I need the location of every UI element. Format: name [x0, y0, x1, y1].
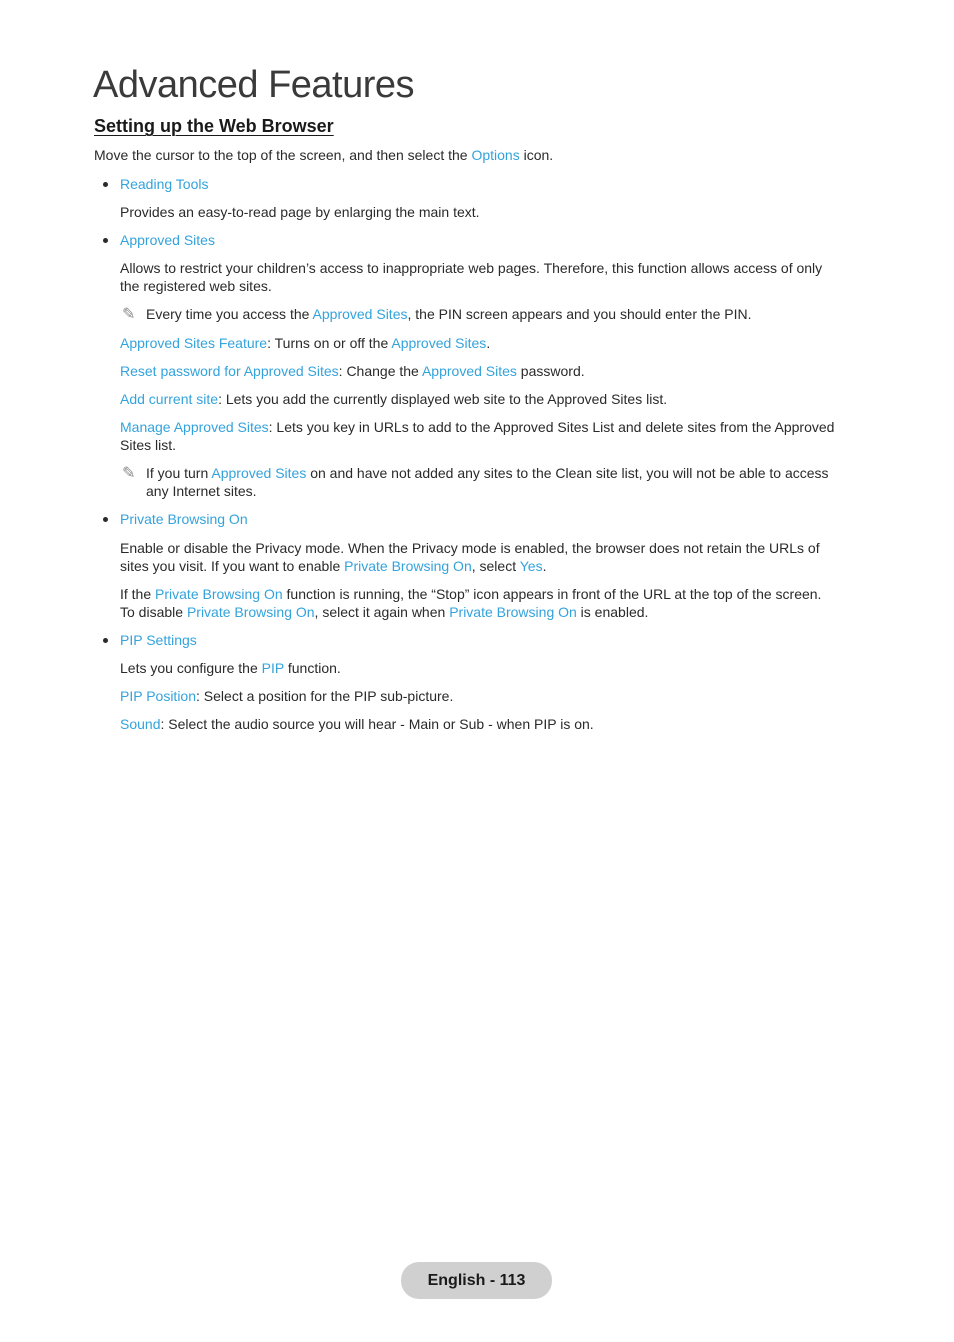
approved-sites-heading: Approved Sites: [120, 232, 215, 248]
approved-sites-feature-item: Approved Sites Feature: Turns on or off the Approved Sites.: [120, 335, 491, 351]
pip-settings-heading: PIP Settings: [120, 632, 197, 648]
page-number-badge: [401, 1262, 552, 1299]
approved-sites-note-clean-list: If you turn Approved Sites on and have not added any sites to the Clean site list, you will not be able to access any Internet sites.: [146, 465, 829, 499]
private-browsing-desc: Enable or disable the Privacy mode. When the Privacy mode is enabled, the browser does not retain the URLs of sites you visit. If you want to enable Private Browsing On, select Yes.: [120, 540, 820, 574]
reset-password-item: Reset password for Approved Sites: Change the Approved Sites password.: [120, 363, 585, 379]
approved-sites-desc: Allows to restrict your children’s access to inappropriate web pages. Therefore, this function allows access of only the registered web sites.: [120, 260, 823, 294]
bullet-dot: [103, 638, 108, 643]
pip-settings-desc: Lets you configure the PIP function.: [120, 660, 341, 676]
chapter-title: Advanced Features: [93, 64, 415, 106]
pencil-note-icon: ✎: [122, 465, 136, 482]
private-browsing-stop-info: If the Private Browsing On function is running, the “Stop” icon appears in front of the URL at the top of the screen. To disable Private Browsing On, select it again when Private Browsing On is enabled.: [120, 586, 822, 620]
bullet-dot: [103, 238, 108, 243]
bullet-dot: [103, 182, 108, 187]
manage-approved-sites-item: Manage Approved Sites: Lets you key in URLs to add to the Approved Sites List and delete sites from the Approved Sites list.: [120, 419, 835, 453]
private-browsing-heading: Private Browsing On: [120, 511, 248, 527]
add-current-site-item: Add current site: Lets you add the currently displayed web site to the Approved Sites list.: [120, 391, 668, 407]
pip-sound-item: Sound: Select the audio source you will hear - Main or Sub - when PIP is on.: [120, 716, 594, 732]
reading-tools-desc: Provides an easy-to-read page by enlarging the main text.: [120, 204, 480, 220]
reading-tools-heading: Reading Tools: [120, 176, 209, 192]
bullet-dot: [103, 517, 108, 522]
pip-position-item: PIP Position: Select a position for the PIP sub-picture.: [120, 688, 454, 704]
approved-sites-note-pin: Every time you access the Approved Sites, the PIN screen appears and you should enter the PIN.: [146, 306, 752, 322]
pencil-note-icon: ✎: [122, 306, 136, 323]
options-term: Options: [471, 147, 520, 163]
intro-text: Move the cursor to the top of the screen, and then select the Options icon.: [94, 147, 554, 163]
page-number-label: English - 113: [427, 1271, 526, 1289]
section-title: Setting up the Web Browser: [94, 116, 334, 136]
